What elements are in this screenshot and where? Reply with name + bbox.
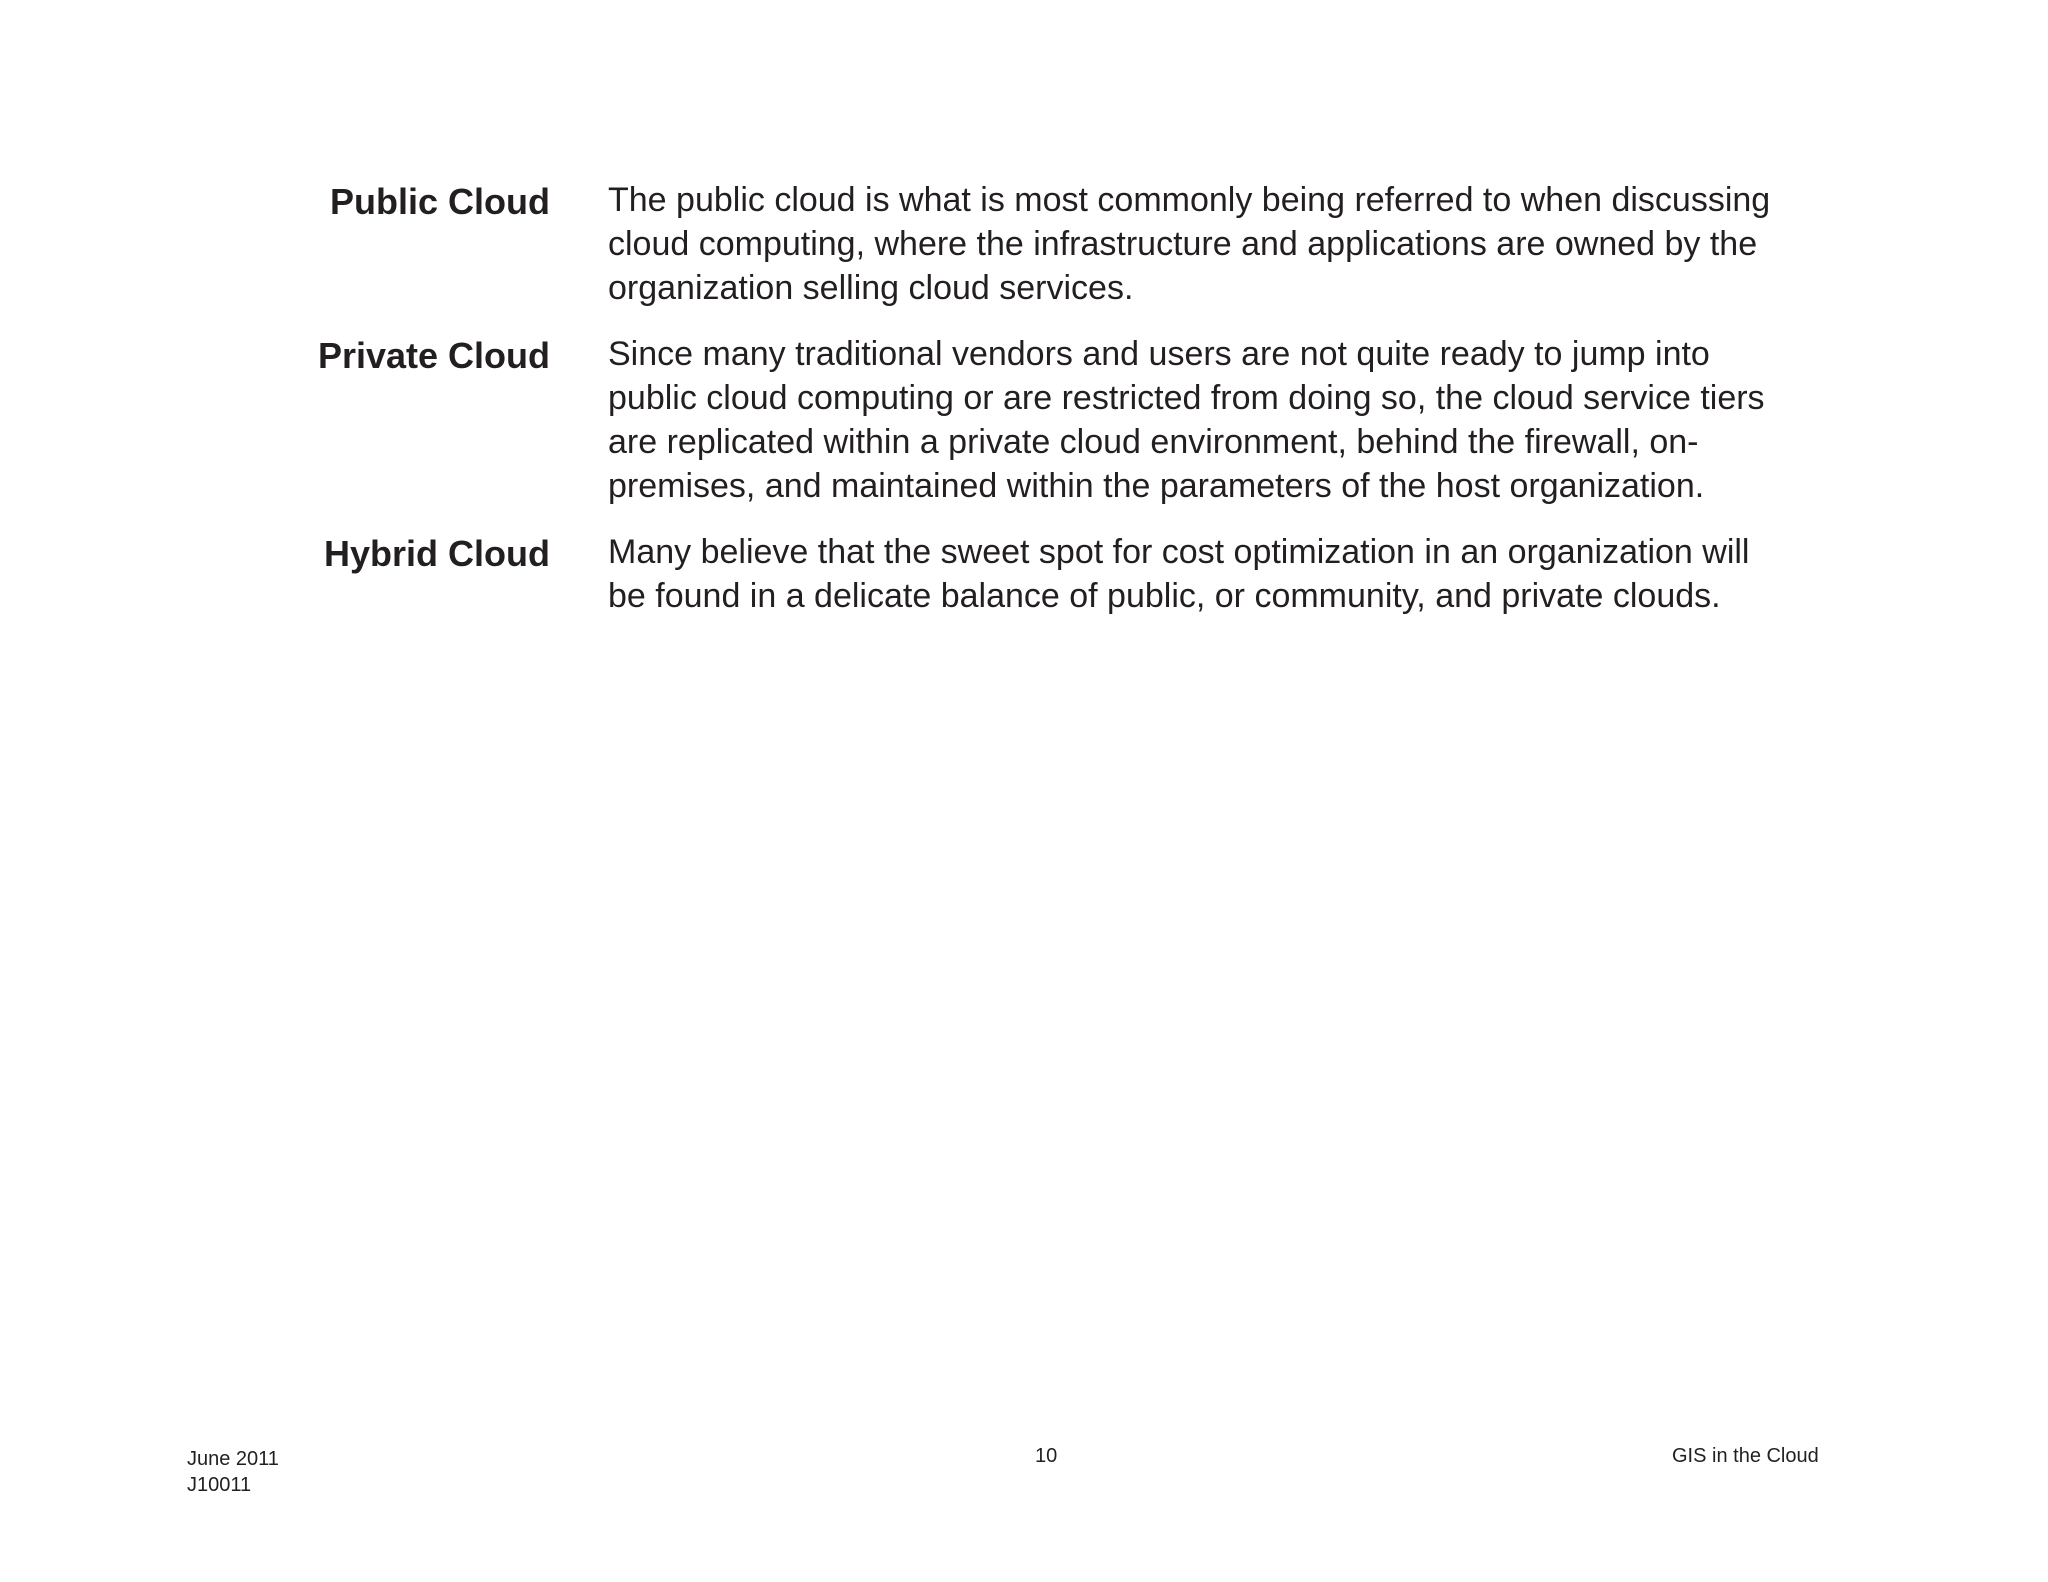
definition-hybrid-cloud: Many believe that the sweet spot for cost optimization in an organization will be found in a delicate balance of public, or community, and private clouds. <box>608 533 1750 615</box>
definition-public-cloud: The public cloud is what is most commonly being referred to when discussing cloud computing, where the infrastructure and applications are owned by the organization selling cloud services. <box>608 181 1771 307</box>
definition-private-cloud: Since many traditional vendors and users are not quite ready to jump into public cloud computing or are restricted from doing so, the cloud service tiers are replicated within a private cloud environment, behind the firewall, on-premises, and maintained within the parameters of the host organization. <box>608 335 1765 505</box>
footer-code: J10011 <box>187 1474 252 1496</box>
footer-left <box>187 1446 279 1498</box>
term-public-cloud: Public Cloud <box>330 181 550 222</box>
definition-row-hybrid-cloud <box>0 530 2048 618</box>
page-number: 10 <box>1035 1445 1058 1467</box>
footer-document-title: GIS in the Cloud <box>1672 1445 1819 1467</box>
definition-row-public-cloud <box>0 178 2048 310</box>
definition-row-private-cloud <box>0 332 2048 508</box>
definition-list <box>0 178 2048 640</box>
term-private-cloud: Private Cloud <box>317 335 550 376</box>
footer-date: June 2011 <box>187 1448 279 1470</box>
term-hybrid-cloud: Hybrid Cloud <box>324 533 550 574</box>
